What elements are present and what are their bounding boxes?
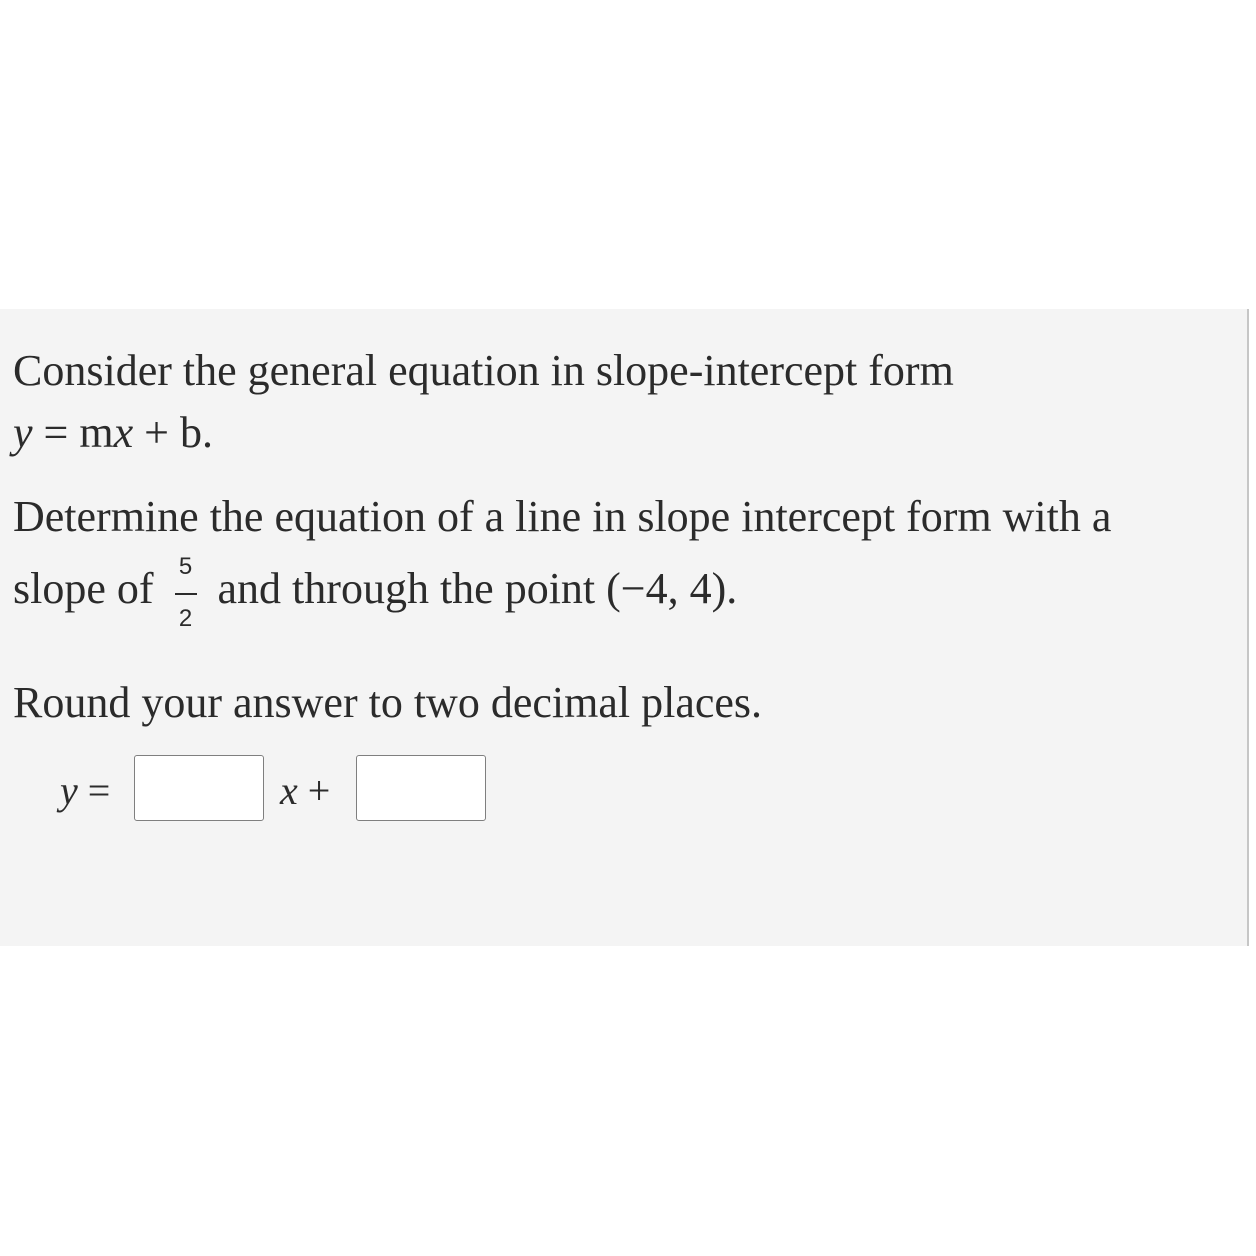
fraction-denominator: 2 [178,605,193,632]
point-text: and through the point (−4, 4). [206,564,738,613]
task-line-2 [13,553,738,632]
intro-line [13,346,954,395]
task-text-1: Determine the equation of a line in slope intercept form with a [13,492,1112,541]
slope-prefix: slope of [13,564,165,613]
task-line-1 [13,492,1112,541]
equals-sign: = [32,408,80,457]
general-equation [13,408,213,457]
slope-input[interactable] [134,755,264,821]
question-panel [0,309,1249,946]
answer-row [0,755,600,821]
answer-mid [280,768,331,813]
plus-b: + b. [133,408,213,457]
answer-var-x: x [280,768,298,813]
var-m: m [79,408,114,457]
answer-equals: = [77,768,111,813]
fraction-bar [175,593,197,595]
slope-fraction [171,553,201,632]
answer-plus: + [297,768,331,813]
intro-text: Consider the general equation in slope-intercept form [13,346,954,395]
round-line [13,678,763,727]
intercept-input[interactable] [356,755,486,821]
fraction-numerator: 5 [178,553,193,580]
answer-lhs [60,768,111,813]
round-text: Round your answer to two decimal places. [13,678,763,727]
var-x: x [113,408,134,457]
answer-var-y: y [60,768,78,813]
var-y: y [13,408,33,457]
